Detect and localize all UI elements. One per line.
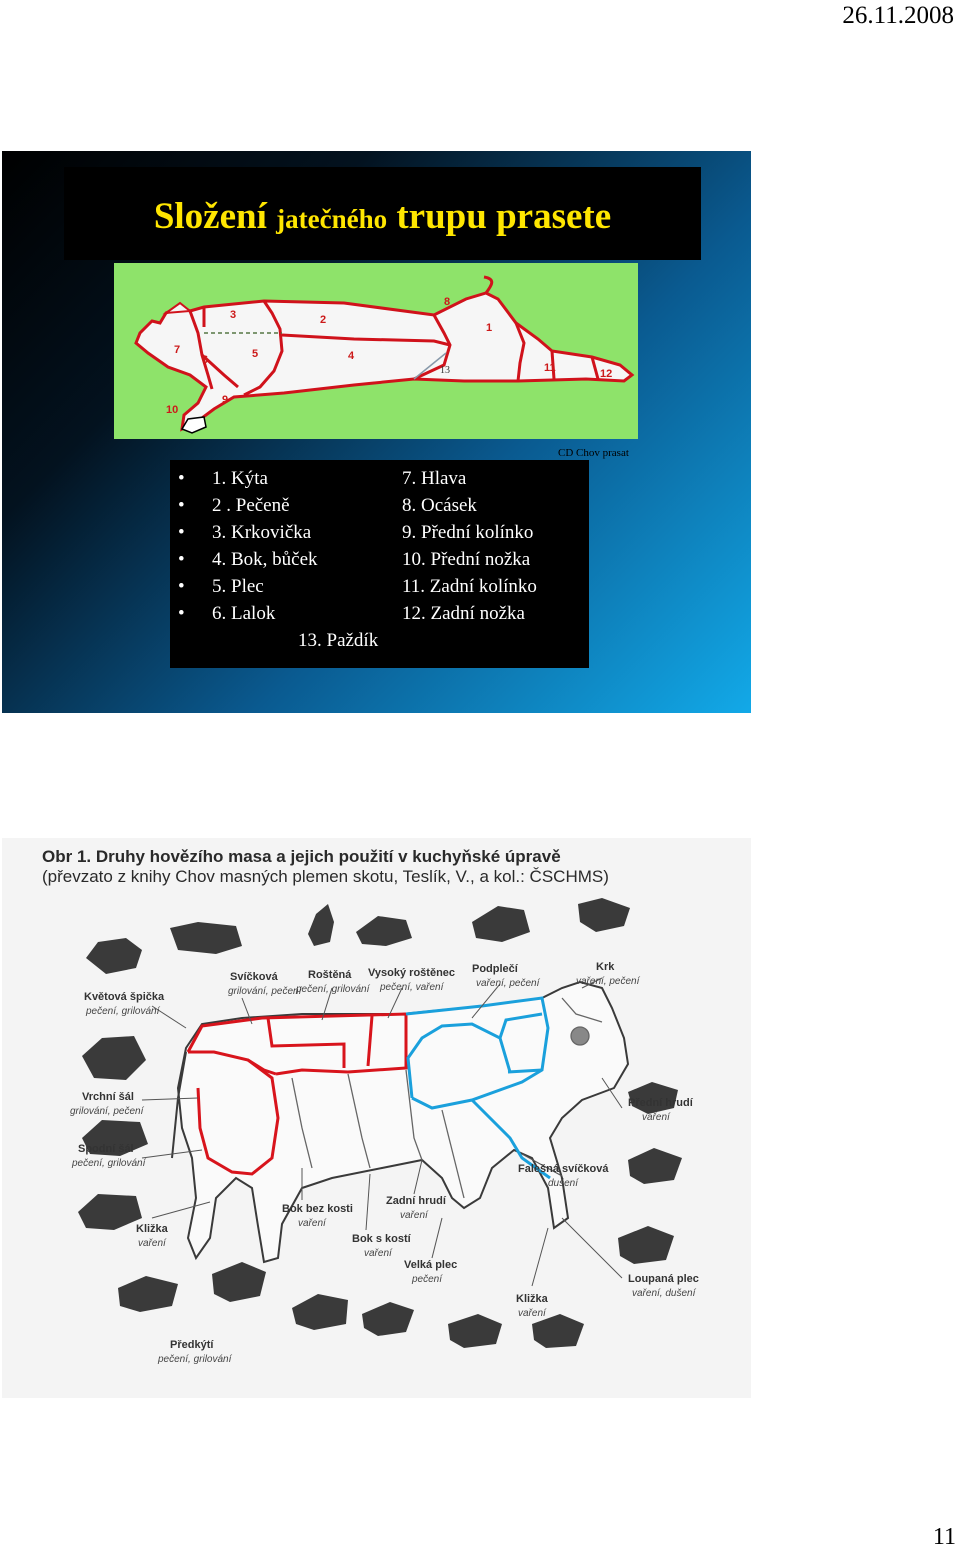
label-klizka-fore: Kližka: [516, 1293, 548, 1305]
legend-item: • 1. Kýta: [178, 468, 268, 489]
label-use: dušení: [548, 1178, 579, 1189]
legend-item: 7. Hlava: [402, 468, 467, 489]
legend-item: 12. Zadní nožka: [402, 603, 525, 624]
label-use: vaření: [138, 1238, 166, 1249]
label-podpleci: Podplečí: [472, 963, 518, 975]
pig-ear: [166, 303, 190, 313]
label-use: vaření, pečení: [576, 976, 640, 987]
label-vrchni-sal: Vrchní šál: [82, 1091, 134, 1103]
label-klizka-hind: Kližka: [136, 1223, 168, 1235]
label-kvetova-spicka: Květová špička: [84, 991, 165, 1003]
pig-num-10: 10: [166, 404, 179, 416]
beef-diagram: [2, 838, 751, 1398]
legend-box: [170, 460, 589, 668]
label-loupana-plec: Loupaná plec: [628, 1273, 699, 1285]
label-spodni-sal: Spodní šál: [78, 1143, 134, 1155]
pig-num-11: 11: [544, 362, 556, 374]
label-svickova: Svíčková: [230, 971, 278, 983]
pig-num-1: 1: [486, 322, 493, 334]
label-use: pečení, grilování: [72, 1158, 146, 1169]
beef-subtitle: (převzato z knihy Chov masných plemen skotu, Teslík, V., a kol.: ČSCHMS): [42, 867, 609, 886]
pig-num-12: 12: [600, 368, 613, 380]
label-use: grilování, pečení: [70, 1106, 144, 1117]
legend-item: • 3. Krkovička: [178, 522, 312, 543]
label-use: pečení, grilování: [86, 1006, 160, 1017]
title-part-1: Složení: [153, 196, 267, 237]
label-use: grilování, pečení: [228, 986, 302, 997]
legend-item: 10. Přední nožka: [402, 549, 531, 570]
pig-tail: [484, 277, 492, 293]
label-bok-s-kosti: Bok s kostí: [352, 1233, 411, 1245]
label-velka-plec: Velká plec: [404, 1259, 458, 1271]
pig-num-4: 4: [348, 350, 355, 362]
page-number: 11: [932, 1524, 956, 1550]
slide-pig-carcass: [2, 151, 751, 713]
legend-item: 9. Přední kolínko: [402, 522, 534, 543]
label-use: vaření, dušení: [632, 1288, 696, 1299]
title-part-2: jatečného: [276, 204, 388, 234]
label-use: pečení, vaření: [380, 982, 444, 993]
label-use: vaření: [518, 1308, 546, 1319]
label-use: vaření: [400, 1210, 428, 1221]
label-bok-bez-kosti: Bok bez kosti: [282, 1203, 353, 1215]
pig-num-3: 3: [230, 309, 237, 321]
pig-diagram: [114, 263, 638, 439]
header-date: 26.11.2008: [842, 2, 954, 29]
label-use: pečení, grilování: [158, 1354, 232, 1365]
source-note: CD Chov prasat: [558, 447, 629, 459]
legend-item: 8. Ocásek: [402, 495, 477, 516]
title-box: [64, 167, 701, 260]
label-use: pečení: [412, 1274, 443, 1285]
legend-item: • 6. Lalok: [178, 603, 276, 624]
label-falesna-svickova: Falešná svíčková: [518, 1163, 609, 1175]
label-krk: Krk: [596, 961, 615, 973]
pig-num-9: 9: [222, 394, 229, 406]
pig-num-8: 8: [444, 296, 451, 308]
label-use: pečení, grilování: [296, 984, 370, 995]
label-use: vaření: [642, 1112, 670, 1123]
label-predni-hrudi: Přední hrudí: [628, 1097, 693, 1109]
legend-item: • 4. Bok, bůček: [178, 549, 318, 570]
slide-title: [64, 195, 701, 238]
label-use: vaření: [298, 1218, 326, 1229]
label-rostena: Roštěná: [308, 969, 352, 981]
label-use: vaření, pečení: [476, 978, 540, 989]
legend-item: 11. Zadní kolínko: [402, 576, 537, 597]
pig-num-5: 5: [252, 348, 259, 360]
pig-diagram-panel: [114, 263, 638, 439]
pig-num-2: 2: [320, 314, 327, 326]
label-vysoky-rostenec: Vysoký roštěnec: [368, 967, 456, 979]
pig-num-7: 7: [174, 344, 181, 356]
label-use: vaření: [364, 1248, 392, 1259]
beef-title: Obr 1. Druhy hovězího masa a jejich použití v kuchyňské úpravě: [42, 847, 561, 866]
pig-num-6: 6: [202, 354, 209, 366]
label-zadni-hrudi: Zadní hrudí: [386, 1195, 446, 1207]
legend-item: • 2 . Pečeně: [178, 495, 290, 516]
legend-item: • 5. Plec: [178, 576, 264, 597]
legend-item-last: 13. Paždík: [298, 630, 379, 651]
title-part-3: trupu prasete: [396, 196, 612, 237]
label-predkyti: Předkýtí: [170, 1339, 214, 1351]
slide-beef-cuts: [2, 838, 751, 1398]
pig-num-13: 13: [440, 365, 450, 376]
